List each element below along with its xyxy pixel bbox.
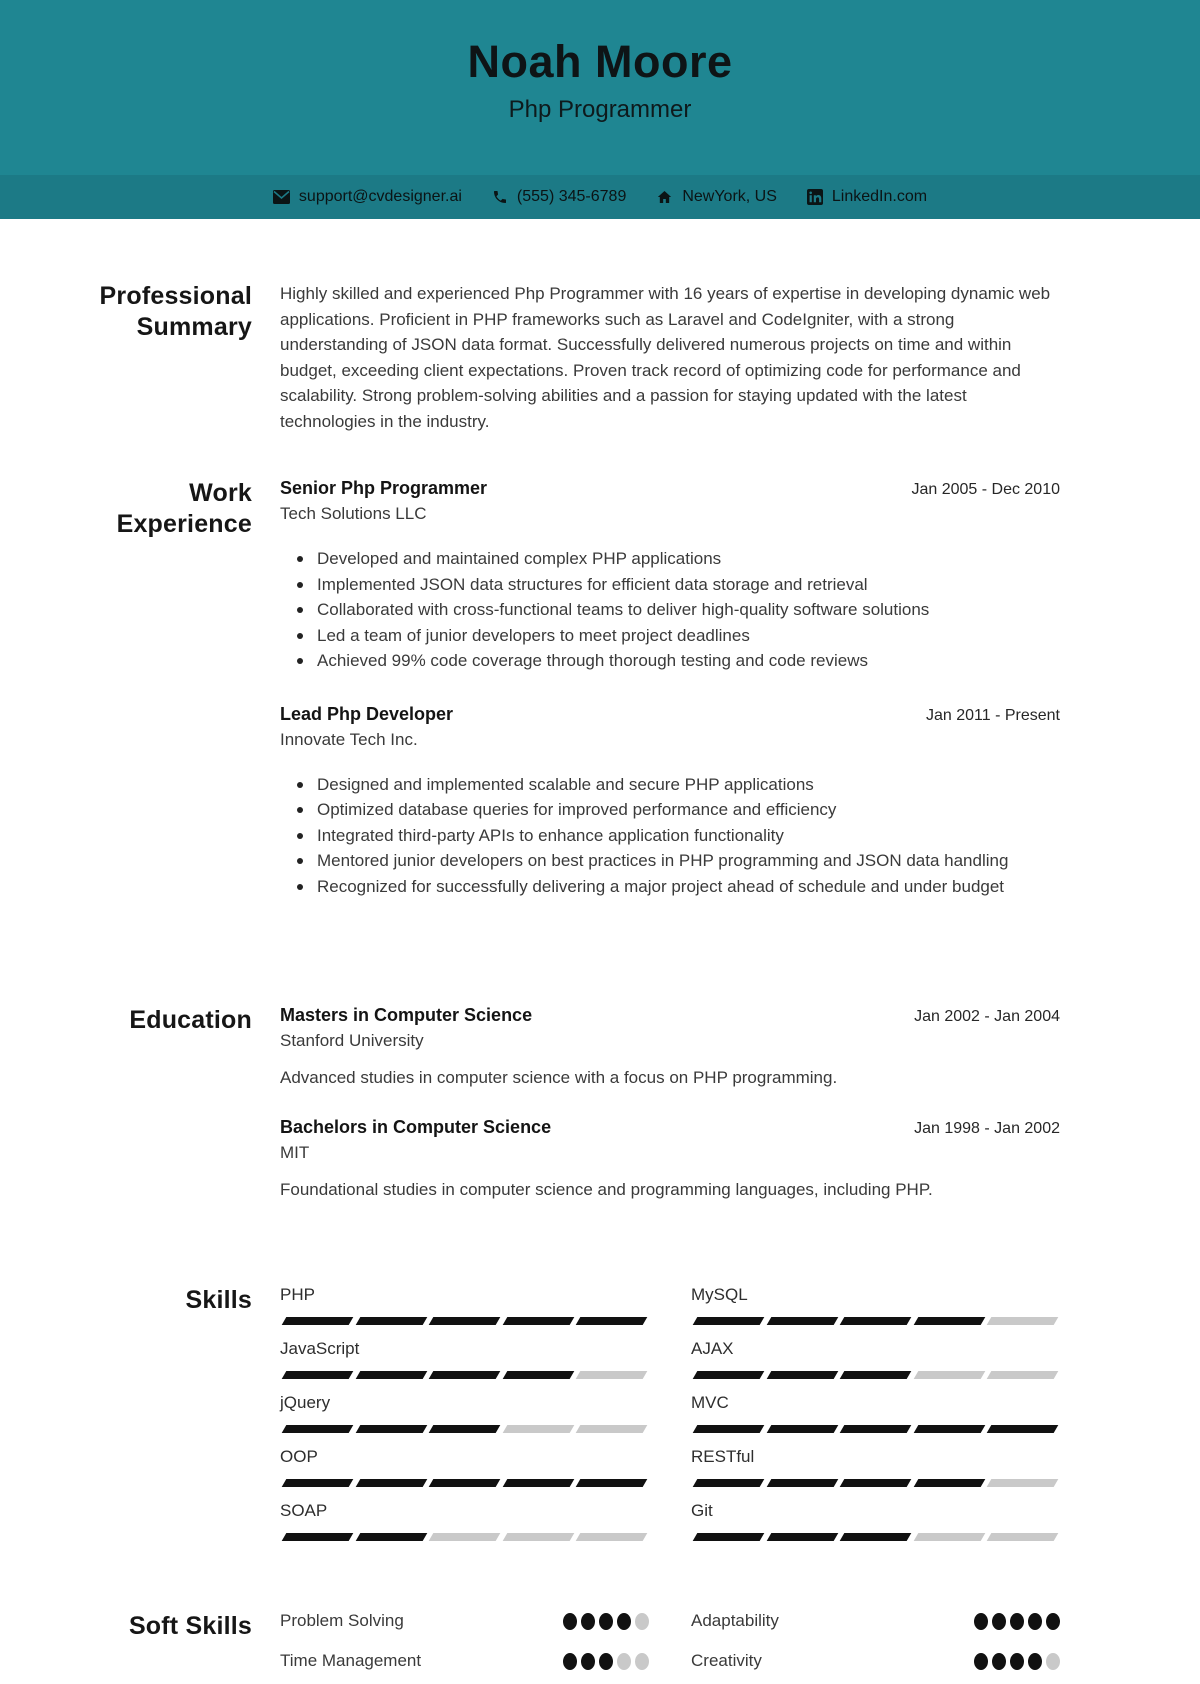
contact-location-text: NewYork, US (682, 188, 777, 205)
skill-name: RESTful (691, 1447, 755, 1466)
skill-item (691, 1393, 1060, 1433)
soft-skill-rating (563, 1653, 649, 1670)
skill-name: JavaScript (280, 1339, 360, 1358)
skill-level-bar (280, 1533, 649, 1541)
skill-item (691, 1501, 1060, 1541)
soft-skill-rating (974, 1653, 1060, 1670)
contact-email-text: support@cvdesigner.ai (298, 188, 462, 205)
job-entry-company: Innovate Tech Inc. (280, 729, 418, 749)
skills-column-left (280, 1285, 649, 1555)
soft-skill-row (691, 1611, 1060, 1631)
job-bullet-list (280, 546, 1060, 674)
degree-title: Masters in Computer Science (280, 1005, 533, 1025)
resume-body (0, 219, 1200, 1684)
degree-description: Foundational studies in computer science and programming languages, including PHP. (280, 1180, 933, 1199)
header-banner (0, 0, 1200, 175)
job-entry-company: Tech Solutions LLC (280, 504, 427, 523)
soft-skills-column-left (280, 1611, 649, 1684)
home-icon (656, 189, 673, 205)
skill-name: MVC (691, 1393, 729, 1412)
section-heading-education: Education (129, 1006, 252, 1034)
skill-level-bar (280, 1371, 649, 1379)
contact-bar (0, 175, 1200, 219)
section-professional-summary (70, 281, 1060, 434)
skill-item (280, 1393, 649, 1433)
job-entry-title: Senior Php Programmer (280, 478, 488, 498)
person-name: Noah Moore (467, 36, 733, 87)
job-bullet: Recognized for successfully delivering a major project ahead of schedule and under budget (296, 874, 1060, 900)
skill-item (691, 1339, 1060, 1379)
contact-location (656, 188, 777, 206)
soft-skill-name: Adaptability (691, 1611, 779, 1630)
skill-level-bar (280, 1425, 649, 1433)
skill-level-bar (691, 1425, 1060, 1433)
contact-email[interactable] (273, 188, 462, 206)
contact-phone[interactable] (492, 188, 626, 206)
summary-text: Highly skilled and experienced Php Programmer with 16 years of expertise in developing dynamic web applications. Proficient in PHP frameworks such as Laravel and CodeIgniter, with a strong understanding of JSON data format. Successfully delivered numerous projects on time and within budget, exceeding client expectations. Proven track record of optimizing code for performance and scalability. Strong problem-solving abilities and a passion for staying updated with the latest technologies in the industry. (280, 284, 1051, 431)
skill-item (280, 1339, 649, 1379)
section-heading-soft-skills: Soft Skills (128, 1612, 252, 1640)
soft-skill-name: Creativity (691, 1651, 762, 1670)
section-heading-experience: Work Experience (116, 479, 252, 538)
skill-name: OOP (280, 1447, 318, 1466)
skill-level-bar (280, 1479, 649, 1487)
job-entry (280, 478, 1060, 674)
job-bullet: Implemented JSON data structures for efficient data storage and retrieval (296, 572, 1060, 598)
job-bullet: Led a team of junior developers to meet project deadlines (296, 623, 1060, 649)
job-bullet: Integrated third-party APIs to enhance application functionality (296, 823, 1060, 849)
phone-icon (492, 189, 508, 205)
job-entry-dates: Jan 2005 - Dec 2010 (911, 481, 1060, 498)
skill-item (691, 1285, 1060, 1325)
degree-school: Stanford University (280, 1031, 424, 1050)
soft-skill-row (280, 1611, 649, 1631)
skill-level-bar (691, 1533, 1060, 1541)
soft-skill-name: Time Management (280, 1651, 422, 1670)
skill-level-bar (691, 1479, 1060, 1487)
soft-skill-name: Problem Solving (280, 1611, 404, 1630)
contact-linkedin[interactable] (807, 188, 927, 206)
skill-name: AJAX (691, 1339, 734, 1358)
job-entry-title: Lead Php Developer (280, 703, 454, 724)
skill-level-bar (691, 1371, 1060, 1379)
skill-name: Git (691, 1501, 713, 1520)
job-bullet: Designed and implemented scalable and secure PHP applications (296, 772, 1060, 798)
soft-skill-rating (974, 1613, 1060, 1630)
degree-entry (280, 1005, 1060, 1090)
skill-level-bar (280, 1317, 649, 1325)
job-bullet: Achieved 99% code coverage through thorough testing and code reviews (296, 648, 1060, 674)
section-soft-skills (70, 1611, 1060, 1684)
section-work-experience (70, 478, 1060, 929)
skill-level-bar (691, 1317, 1060, 1325)
skill-name: PHP (280, 1285, 315, 1304)
job-bullet: Optimized database queries for improved performance and efficiency (296, 797, 1060, 823)
skill-name: jQuery (280, 1393, 331, 1412)
job-entry (280, 704, 1060, 900)
soft-skill-row (280, 1651, 649, 1671)
job-bullet: Mentored junior developers on best practices in PHP programming and JSON data handling (296, 848, 1060, 874)
skill-item (280, 1501, 649, 1541)
skill-name: MySQL (691, 1285, 748, 1304)
soft-skills-column-right (691, 1611, 1060, 1684)
contact-linkedin-text: LinkedIn.com (831, 188, 928, 205)
soft-skill-rating (563, 1613, 649, 1630)
job-title: Php Programmer (508, 95, 692, 123)
job-bullet: Developed and maintained complex PHP applications (296, 546, 1060, 572)
degree-dates: Jan 1998 - Jan 2002 (914, 1120, 1060, 1137)
skill-item (280, 1447, 649, 1487)
section-heading-skills: Skills (185, 1286, 252, 1314)
section-skills (70, 1285, 1060, 1555)
soft-skill-row (691, 1651, 1060, 1671)
skill-item (280, 1285, 649, 1325)
envelope-icon (273, 190, 290, 204)
degree-description: Advanced studies in computer science with a focus on PHP programming. (280, 1068, 838, 1087)
skill-item (691, 1447, 1060, 1487)
section-education (70, 1005, 1060, 1229)
degree-title: Bachelors in Computer Science (280, 1117, 552, 1137)
contact-phone-text: (555) 345-6789 (516, 188, 627, 205)
job-entry-dates: Jan 2011 - Present (925, 706, 1060, 724)
job-bullet: Collaborated with cross-functional teams to deliver high-quality software solutions (296, 597, 1060, 623)
skills-column-right (691, 1285, 1060, 1555)
job-bullet-list (280, 772, 1060, 900)
skill-name: SOAP (280, 1501, 328, 1520)
degree-entry (280, 1117, 1060, 1202)
degree-dates: Jan 2002 - Jan 2004 (914, 1008, 1060, 1025)
linkedin-icon (807, 189, 823, 205)
section-heading-summary: Professional Summary (99, 282, 252, 341)
degree-school: MIT (280, 1143, 310, 1162)
